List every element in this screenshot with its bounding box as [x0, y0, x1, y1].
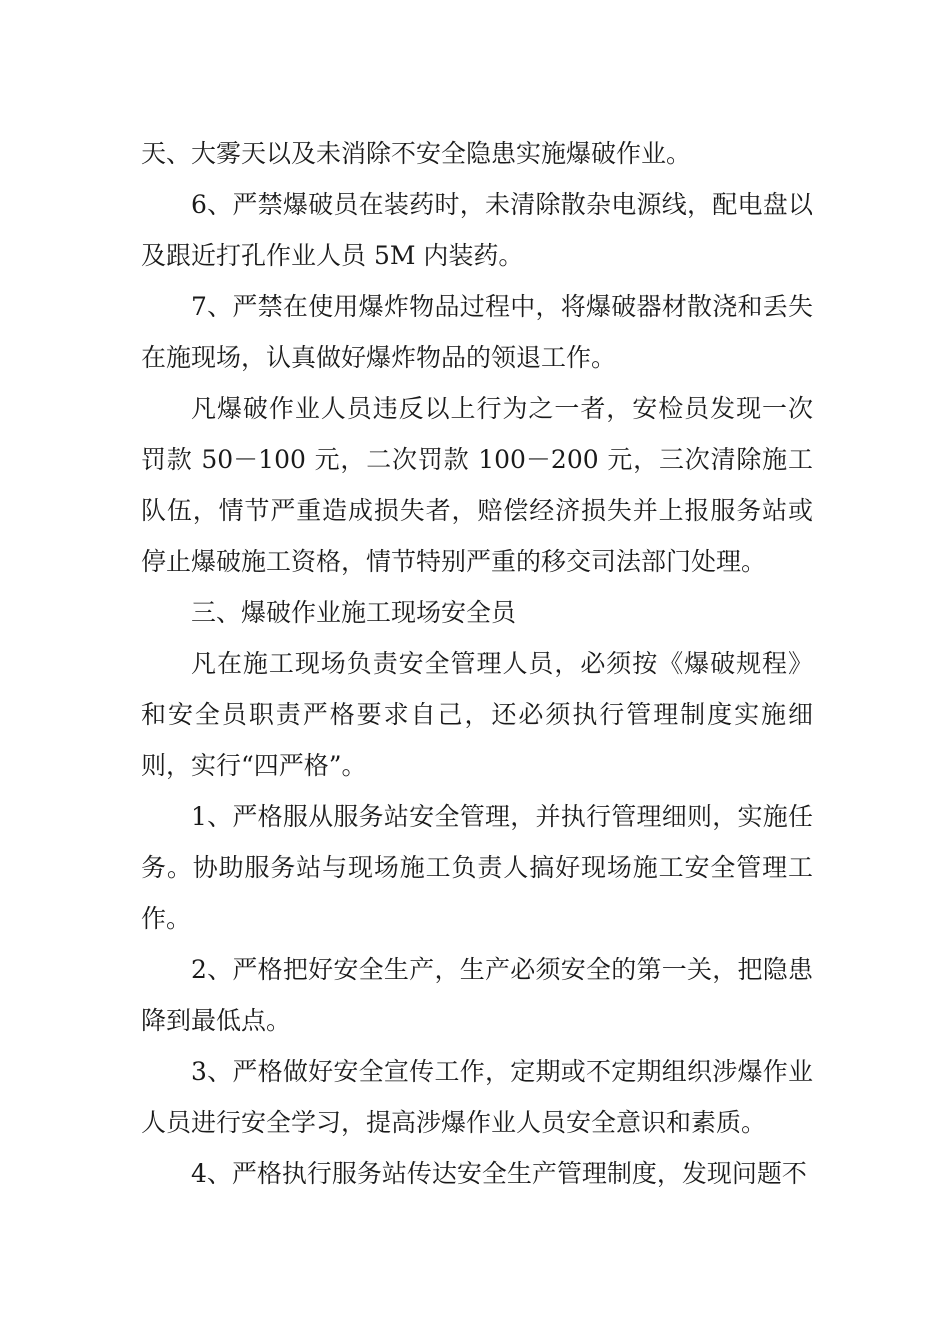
document-body	[141, 128, 813, 1199]
paragraph-9: 3、严格做好安全宣传工作，定期或不定期组织涉爆作业人员进行安全学习，提高涉爆作业人员安全意识和素质。	[141, 1057, 813, 1137]
section-heading: 三、爆破作业施工现场安全员	[191, 598, 517, 627]
paragraph-2: 6、严禁爆破员在装药时，未清除散杂电源线，配电盘以及跟近打孔作业人员 5M 内装药。	[141, 190, 813, 270]
paragraph-4: 凡爆破作业人员违反以上行为之一者，安检员发现一次罚款 50－100 元，二次罚款 100－200 元，三次清除施工队伍，情节严重造成损失者，赔偿经济损失并上报服务站或停止爆破施工资格，情节特别严重的移交司法部门处理。	[141, 394, 813, 576]
paragraph-7: 1、严格服从服务站安全管理，并执行管理细则，实施任务。协助服务站与现场施工负责人搞好现场施工安全管理工作。	[141, 802, 813, 933]
paragraph-1: 天、大雾天以及未消除不安全隐患实施爆破作业。	[141, 139, 692, 168]
paragraph-8: 2、严格把好安全生产，生产必须安全的第一关，把隐患降到最低点。	[141, 955, 813, 1035]
paragraph-10: 4、严格执行服务站传达安全生产管理制度，发现问题不	[191, 1159, 807, 1188]
paragraph-6: 凡在施工现场负责安全管理人员，必须按《爆破规程》和安全员职责严格要求自己，还必须执行管理制度实施细则，实行“四严格”。	[141, 649, 813, 780]
paragraph-3: 7、严禁在使用爆炸物品过程中，将爆破器材散浇和丢失在施现场，认真做好爆炸物品的领退工作。	[141, 292, 813, 372]
